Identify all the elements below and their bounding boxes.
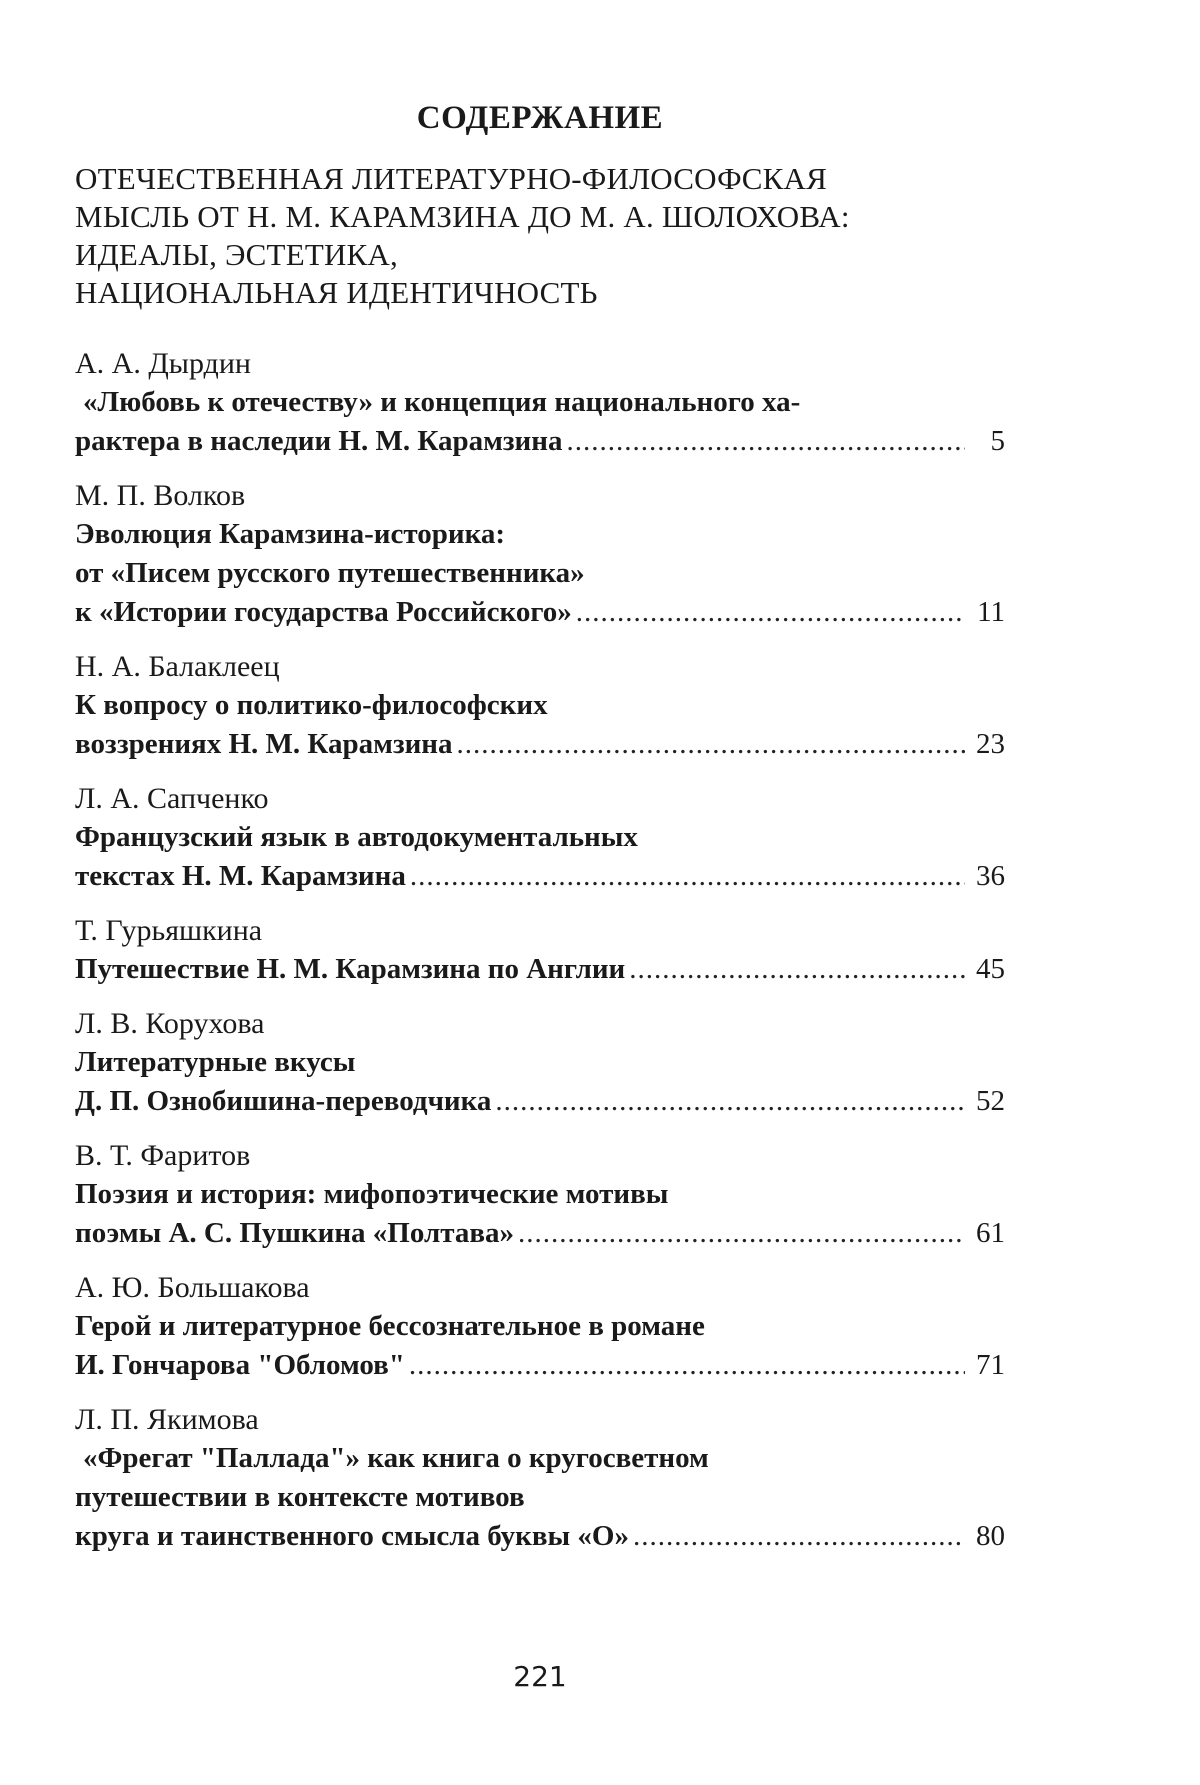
- dot-leader: [457, 725, 965, 764]
- entry-author: В. Т. Фаритов: [75, 1139, 251, 1172]
- toc-entry: [75, 1401, 1005, 1556]
- entry-title-line: [75, 422, 1005, 461]
- entry-title-line: [75, 593, 1005, 632]
- entry-title-line: Французский язык в автодокументальных: [75, 821, 638, 853]
- entry-title-line: [75, 1214, 1005, 1253]
- dot-leader: [633, 1517, 965, 1556]
- entry-title-line: Поэзия и история: мифопоэтические мотивы: [75, 1178, 669, 1210]
- entry-author: Л. П. Якимова: [75, 1403, 259, 1436]
- dot-leader: [518, 1214, 965, 1253]
- entry-title-line: [75, 1346, 1005, 1385]
- entry-title-line: «Любовь к отечеству» и концепция национального ха-: [83, 386, 801, 418]
- entry-author: Н. А. Балаклеец: [75, 650, 280, 683]
- entry-title-line: [75, 1082, 1005, 1121]
- entry-title-text: Д. П. Ознобишина-переводчика: [75, 1085, 492, 1117]
- entry-title-line: [75, 725, 1005, 764]
- entry-title-line: [75, 1517, 1005, 1556]
- entry-author: М. П. Волков: [75, 479, 246, 512]
- entry-title-text: поэмы А. С. Пушкина «Полтава»: [75, 1217, 514, 1249]
- toc-entry: [75, 345, 1005, 461]
- dot-leader: [576, 593, 965, 632]
- entry-title-text: Путешествие Н. М. Карамзина по Англии: [75, 953, 626, 985]
- contents-heading: СОДЕРЖАНИЕ: [416, 100, 664, 136]
- section-title-line: ОТЕЧЕСТВЕННАЯ ЛИТЕРАТУРНО-ФИЛОСОФСКАЯ: [75, 161, 828, 196]
- entry-page-number: 5: [990, 425, 1005, 457]
- entry-title-line: путешествии в контексте мотивов: [75, 1481, 525, 1513]
- toc-entry: [75, 477, 1005, 632]
- entry-page-number: 52: [976, 1085, 1005, 1117]
- entry-title-text: И. Гончарова "Обломов": [75, 1349, 405, 1381]
- dot-leader: [629, 950, 965, 989]
- entry-page-number: 11: [977, 596, 1005, 628]
- entry-title-text: круга и таинственного смысла буквы «О»: [75, 1520, 629, 1552]
- section-title-line: МЫСЛЬ ОТ Н. М. КАРАМЗИНА ДО М. А. ШОЛОХОВА:: [75, 199, 850, 234]
- toc-entry: [75, 648, 1005, 764]
- entry-title-text: текстах Н. М. Карамзина: [75, 860, 406, 892]
- entry-title-line: [75, 857, 1005, 896]
- entry-author: А. А. Дырдин: [75, 347, 251, 380]
- entry-title-line: Литературные вкусы: [75, 1046, 356, 1078]
- entry-title-line: от «Писем русского путешественника»: [75, 557, 585, 589]
- section-title-line: ИДЕАЛЫ, ЭСТЕТИКА,: [75, 237, 398, 272]
- page-number: 221: [513, 1660, 567, 1693]
- toc-entry: [75, 780, 1005, 896]
- entry-title-line: Эволюция Карамзина-историка:: [75, 518, 506, 550]
- dot-leader: [566, 422, 965, 461]
- toc-entry: [75, 1137, 1005, 1253]
- section-title: [75, 160, 1035, 312]
- entry-page-number: 36: [976, 860, 1005, 892]
- section-title-line: НАЦИОНАЛЬНАЯ ИДЕНТИЧНОСТЬ: [75, 275, 598, 310]
- entry-author: А. Ю. Большакова: [75, 1271, 310, 1304]
- dot-leader: [409, 1346, 965, 1385]
- entry-author: Т. Гурьяшкина: [75, 914, 263, 947]
- entry-title-text: воззрениях Н. М. Карамзина: [75, 728, 453, 760]
- entry-title-line: Герой и литературное бессознательное в романе: [75, 1310, 705, 1342]
- entry-page-number: 45: [976, 953, 1005, 985]
- toc-entry: [75, 1269, 1005, 1385]
- entry-page-number: 23: [976, 728, 1005, 760]
- entry-author: Л. А. Сапченко: [75, 782, 269, 815]
- toc-entry: [75, 912, 1005, 989]
- entry-title-line: «Фрегат "Паллада"» как книга о кругосветном: [83, 1442, 709, 1474]
- dot-leader: [495, 1082, 965, 1121]
- toc-list: [75, 345, 1005, 1572]
- entry-title-text: к «Истории государства Российского»: [75, 596, 572, 628]
- entry-title-line: [75, 950, 1005, 989]
- toc-entry: [75, 1005, 1005, 1121]
- entry-page-number: 61: [976, 1217, 1005, 1249]
- entry-author: Л. В. Корухова: [75, 1007, 265, 1040]
- entry-page-number: 71: [976, 1349, 1005, 1381]
- dot-leader: [410, 857, 965, 896]
- entry-title-line: К вопросу о политико-философских: [75, 689, 548, 721]
- entry-page-number: 80: [976, 1520, 1005, 1552]
- entry-title-text: рактера в наследии Н. М. Карамзина: [75, 425, 563, 457]
